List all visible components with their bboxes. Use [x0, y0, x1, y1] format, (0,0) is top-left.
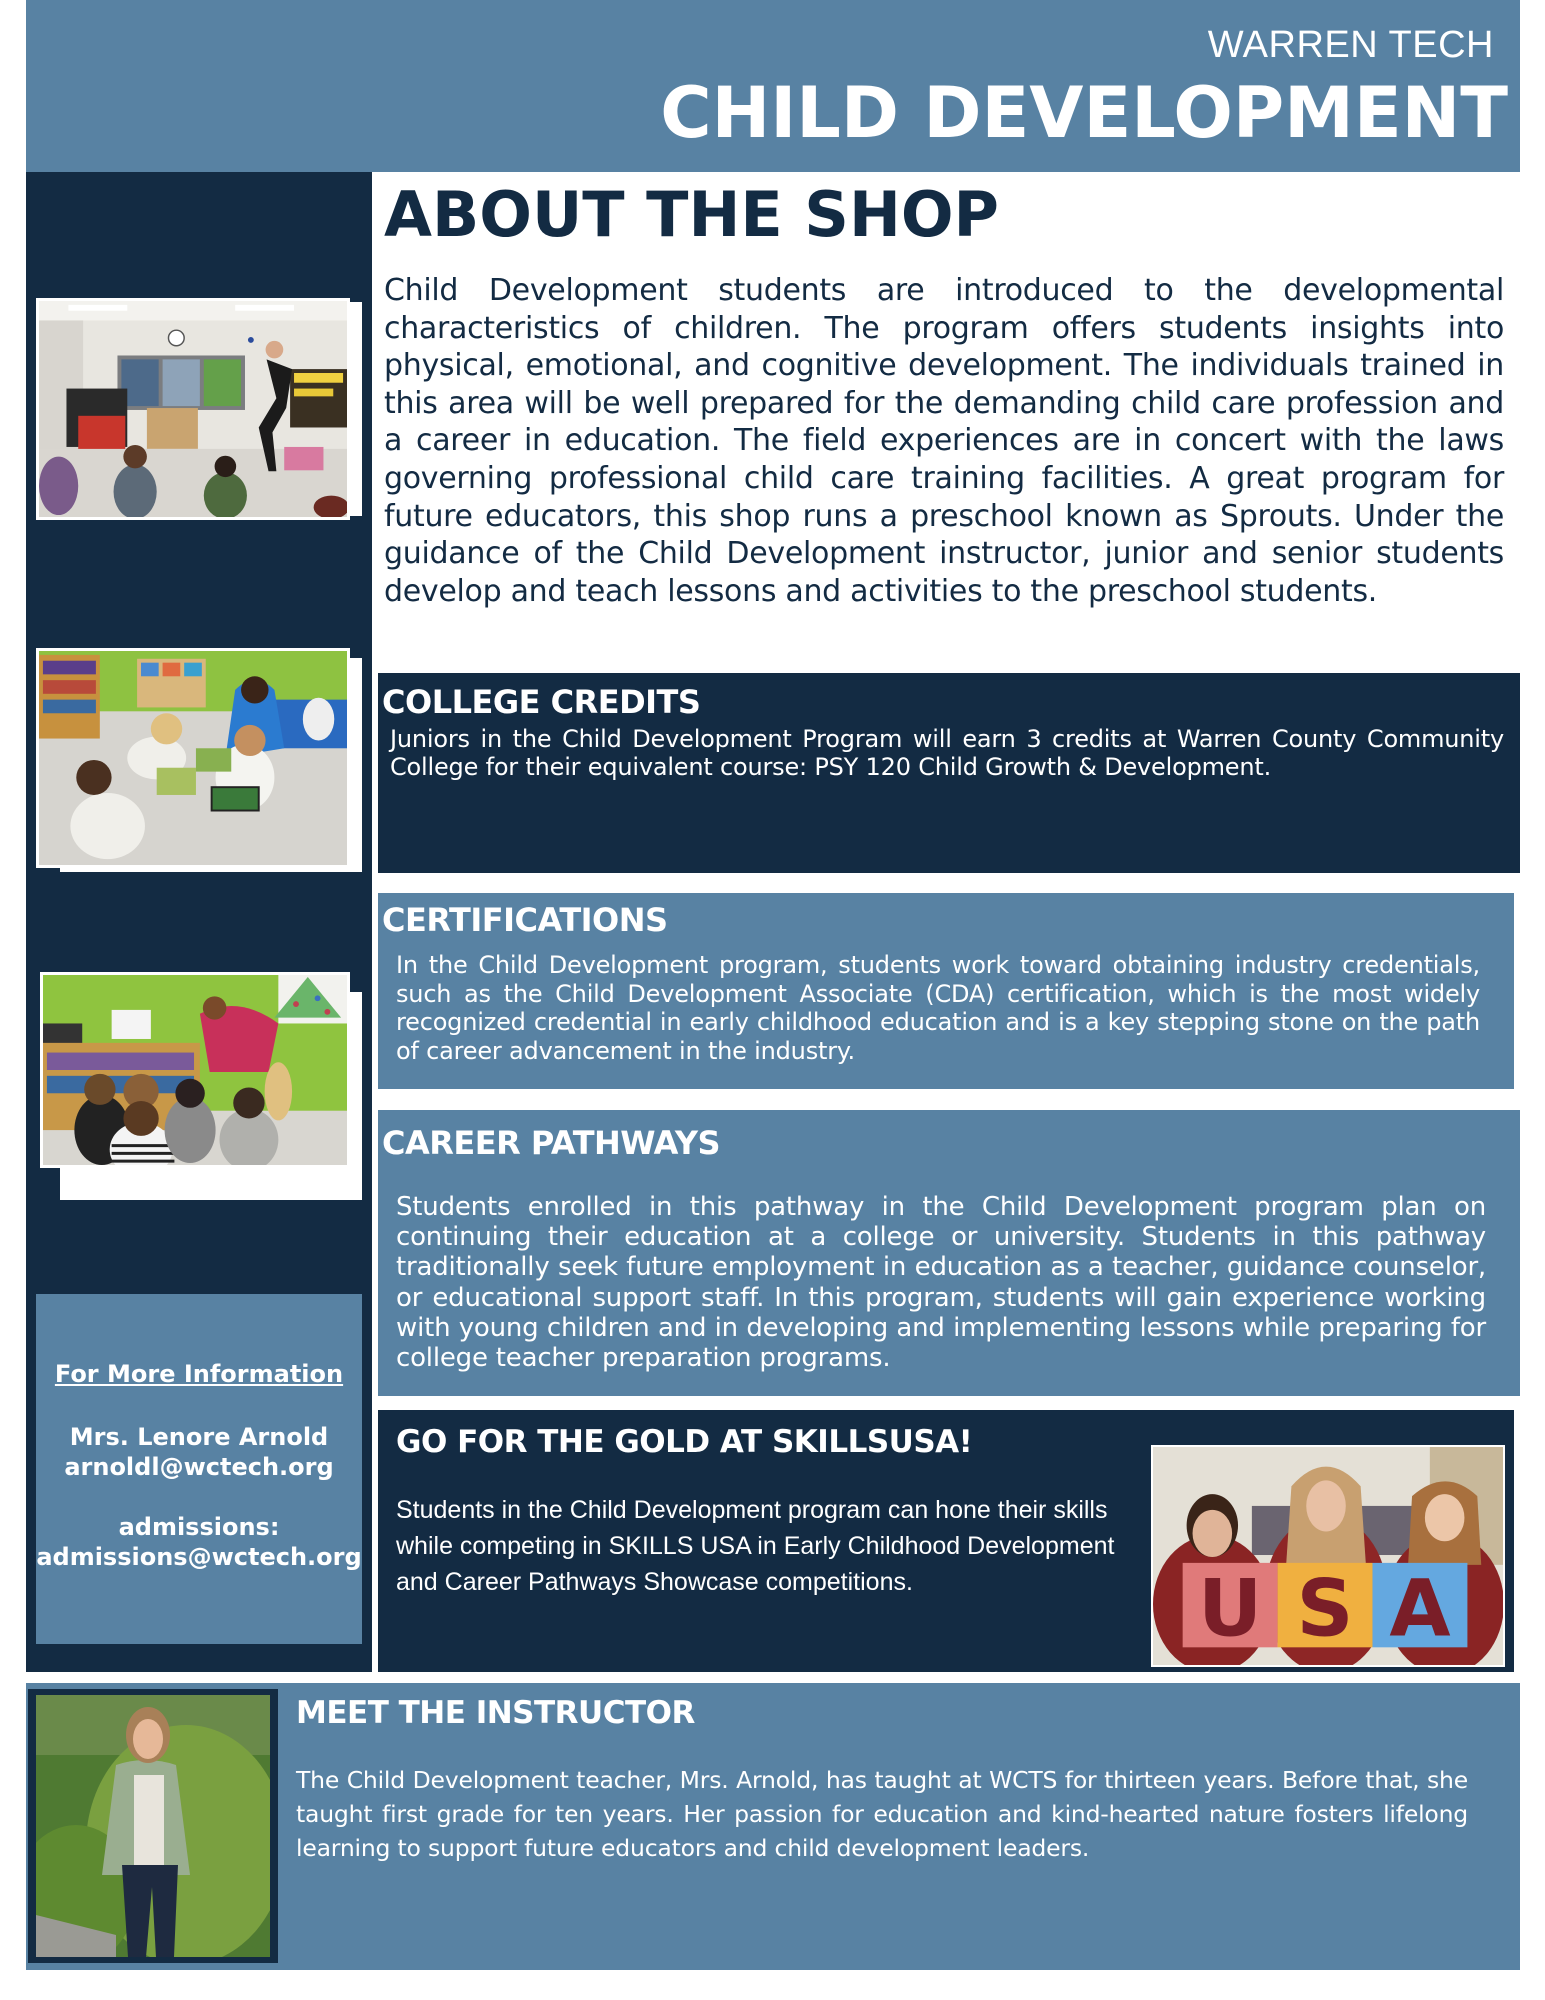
about-text: Child Development students are introduced to the developmental characteristics of children. The program offers students insights into physical, emotional, and cognitive development. The individuals trained in this area will be well prepared for the demanding child care profession and a career in education. The field experiences are in concert with the laws governing professional child care training facilities. A great program for future educators, this shop runs a preschool known as Sprouts. Under the guidance of the Child Development instructor, junior and senior students develop and teach lessons and activities to the preschool students.: [384, 273, 1504, 609]
program-title: CHILD DEVELOPMENT: [660, 72, 1508, 154]
instructor-portrait: [36, 1695, 270, 1957]
usa-photo-letter-a: A: [1389, 1562, 1451, 1655]
admissions-email[interactable]: admissions@wctech.org: [36, 1543, 362, 1571]
meet-instructor-section: [26, 1683, 1520, 1970]
certifications-text: In the Child Development program, students work toward obtaining industry credentials, such as the Child Development Associate (CDA) certification, which is the most widely recognized credential in early childhood education and is a key stepping stone on the path of career advancement in the industry.: [396, 951, 1480, 1065]
college-credits-section: [378, 673, 1520, 873]
about-title: ABOUT THE SHOP: [384, 178, 999, 251]
college-credits-title: COLLEGE CREDITS: [382, 683, 701, 721]
instructor-title: MEET THE INSTRUCTOR: [296, 1695, 695, 1731]
contact-info-box: [36, 1294, 362, 1644]
certifications-title: CERTIFICATIONS: [382, 901, 668, 939]
skillsusa-title: GO FOR THE GOLD AT SKILLSUSA!: [396, 1424, 973, 1460]
career-pathways-section: [378, 1110, 1520, 1396]
admissions-label: admissions:: [118, 1513, 280, 1541]
school-name: WARREN TECH: [1207, 24, 1494, 66]
floor-activity-photo: [36, 648, 350, 868]
skillsusa-section: [378, 1410, 1514, 1672]
classroom-photo: [36, 298, 350, 520]
instructor-portrait-frame: [28, 1689, 278, 1963]
contact-email[interactable]: arnoldl@wctech.org: [64, 1453, 334, 1481]
contact-title: For More Information: [54, 1360, 344, 1388]
instructor-text: The Child Development teacher, Mrs. Arnold, has taught at WCTS for thirteen years. Before that, she taught first grade for ten years. Her passion for education and kind-hearted nature fosters lifelong learning to support future educators and child development leaders.: [296, 1766, 1468, 1862]
usa-photo-letter-s: S: [1296, 1562, 1354, 1655]
career-pathways-title: CAREER PATHWAYS: [382, 1124, 721, 1162]
page-header: [26, 0, 1520, 172]
usa-photo-letter-u: U: [1198, 1562, 1263, 1655]
sidebar: [26, 172, 372, 1672]
certifications-section: [378, 893, 1514, 1089]
reading-photo: [40, 972, 350, 1168]
skillsusa-photo: [1151, 1445, 1505, 1667]
career-pathways-text: Students enrolled in this pathway in the Child Development program plan on continuing their education at a college or university. Students in this pathway traditionally seek future employment in education as a teacher, guidance counselor, or educational support staff. In this program, students will gain experience working with young children and in developing and implementing lessons while preparing for college teacher preparation programs.: [396, 1192, 1486, 1374]
college-credits-text: Juniors in the Child Development Program will earn 3 credits at Warren County Community College for their equivalent course: PSY 120 Child Growth & Development.: [390, 725, 1504, 781]
skillsusa-text: Students in the Child Development program can hone their skills while competing in SKILLS USA in Early Childhood Development and Career Pathways Showcase competitions.: [396, 1496, 1115, 1596]
contact-name: Mrs. Lenore Arnold: [69, 1423, 329, 1451]
